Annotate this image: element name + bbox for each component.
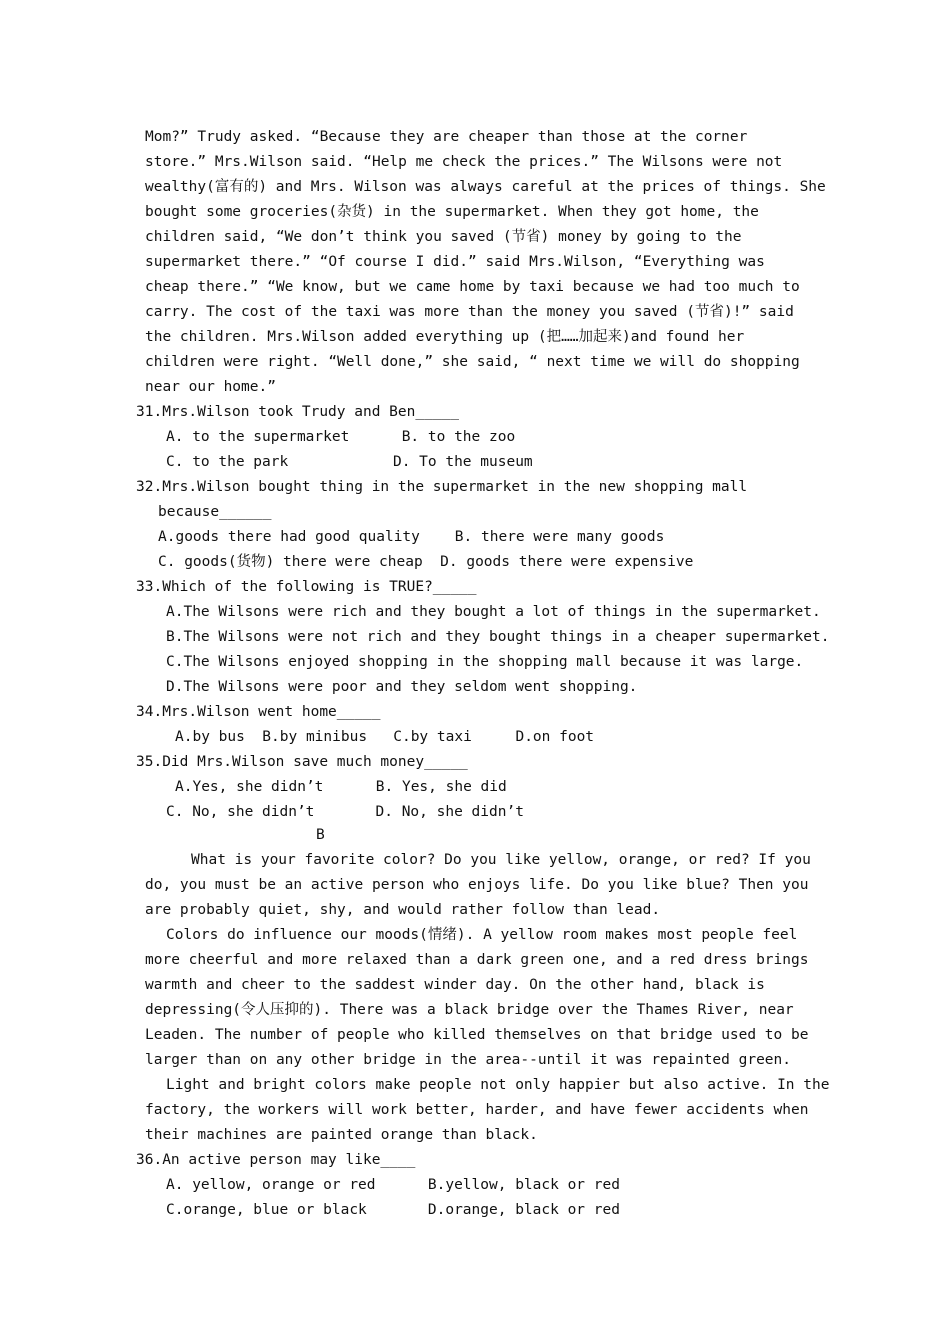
question-stem: because______ [158,504,272,520]
passage-b-line: their machines are painted orange than black. [145,1127,538,1143]
passage-a-line: children said, “We don’t think you saved (节省) money by going to the [145,229,742,245]
passage-b-line: do, you must be an active person who enjoys life. Do you like blue? Then you [145,877,809,893]
answer-options: C.orange, blue or black D.orange, black or red [166,1202,620,1218]
passage-b-line: factory, the workers will work better, harder, and have fewer accidents when [145,1102,809,1118]
answer-option: C.The Wilsons enjoyed shopping in the shopping mall because it was large. [166,654,804,670]
answer-options: A. yellow, orange or red B.yellow, black or red [166,1177,620,1193]
answer-option: A.The Wilsons were rich and they bought a lot of things in the supermarket. [166,604,821,620]
answer-options: C. to the park D. To the museum [166,454,533,470]
question-stem: 33.Which of the following is TRUE?_____ [136,579,477,595]
passage-a-line: children were right. “Well done,” she said, “ next time we will do shopping [145,354,800,370]
answer-options: A.goods there had good quality B. there were many goods [158,529,665,545]
passage-b-line: What is your favorite color? Do you like yellow, orange, or red? If you [191,852,811,868]
passage-b-line: depressing(令人压抑的). There was a black bridge over the Thames River, near [145,1002,794,1018]
answer-options: A.by bus B.by minibus C.by taxi D.on foot [175,729,595,745]
answer-option: D.The Wilsons were poor and they seldom went shopping. [166,679,638,695]
passage-a-line: Mom?” Trudy asked. “Because they are cheaper than those at the corner [145,129,748,145]
passage-b-line: Leaden. The number of people who killed themselves on that bridge used to be [145,1027,809,1043]
passage-a-line: near our home.” [145,379,276,395]
passage-a-line: the children. Mrs.Wilson added everything up (把……加起来)and found her [145,329,745,345]
question-stem: 32.Mrs.Wilson bought thing in the supermarket in the new shopping mall [136,479,748,495]
passage-a-line: supermarket there.” “Of course I did.” said Mrs.Wilson, “Everything was [145,254,765,270]
question-stem: 31.Mrs.Wilson took Trudy and Ben_____ [136,404,460,420]
passage-b-line: are probably quiet, shy, and would rather follow than lead. [145,902,661,918]
passage-a-line: bought some groceries(杂货) in the supermarket. When they got home, the [145,204,759,220]
passage-b-line: warmth and cheer to the saddest winder day. On the other hand, black is [145,977,765,993]
passage-a-line: wealthy(富有的) and Mrs. Wilson was always careful at the prices of things. She [145,179,826,195]
answer-options: A.Yes, she didn’t B. Yes, she did [175,779,507,795]
passage-a-line: carry. The cost of the taxi was more than the money you saved (节省)!” said [145,304,794,320]
passage-b-line: Colors do influence our moods(情绪). A yellow room makes most people feel [166,927,798,943]
passage-b-line: Light and bright colors make people not only happier but also active. In the [166,1077,830,1093]
passage-a-line: store.” Mrs.Wilson said. “Help me check the prices.” The Wilsons were not [145,154,783,170]
question-stem: 34.Mrs.Wilson went home_____ [136,704,381,720]
answer-options: C. goods(货物) there were cheap D. goods there were expensive [158,554,694,570]
passage-b-line: larger than on any other bridge in the area--until it was repainted green. [145,1052,792,1068]
answer-option: B.The Wilsons were not rich and they bought things in a cheaper supermarket. [166,629,830,645]
answer-options: C. No, she didn’t D. No, she didn’t [166,804,524,820]
question-stem: 35.Did Mrs.Wilson save much money_____ [136,754,468,770]
passage-a-line: cheap there.” “We know, but we came home by taxi because we had too much to [145,279,800,295]
section-heading: B [316,827,325,843]
answer-options: A. to the supermarket B. to the zoo [166,429,516,445]
question-stem: 36.An active person may like____ [136,1152,416,1168]
passage-b-line: more cheerful and more relaxed than a dark green one, and a red dress brings [145,952,809,968]
